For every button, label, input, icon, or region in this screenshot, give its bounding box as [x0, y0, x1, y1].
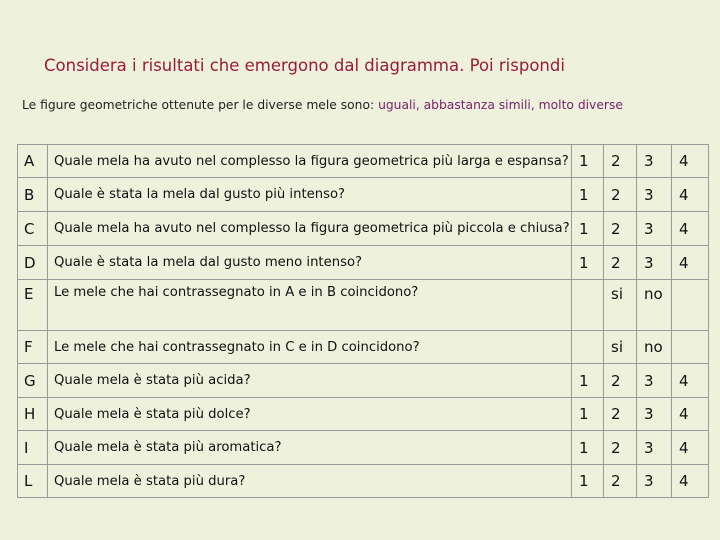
row-letter: C	[18, 212, 48, 246]
subtitle	[22, 98, 623, 112]
choice-option[interactable]: 2	[604, 178, 637, 212]
table-row	[18, 364, 709, 398]
choice-option[interactable]: 3	[637, 178, 672, 212]
choice-option[interactable]: 3	[637, 431, 672, 465]
table-row	[18, 398, 709, 431]
page-title: Considera i risultati che emergono dal diagramma. Poi rispondi	[44, 56, 565, 75]
table-row	[18, 280, 709, 331]
row-letter: H	[18, 398, 48, 431]
choice-option[interactable]: 4	[672, 431, 709, 465]
question-text: Quale mela è stata più aromatica?	[48, 431, 572, 465]
choice-option[interactable]: 2	[604, 212, 637, 246]
choice-option[interactable]: 3	[637, 212, 672, 246]
choice-option[interactable]: 4	[672, 178, 709, 212]
question-text: Quale mela ha avuto nel complesso la figura geometrica più larga e espansa?	[48, 145, 572, 178]
choice-no[interactable]: no	[637, 331, 672, 364]
choice-option[interactable]: 3	[637, 145, 672, 178]
choice-si[interactable]: si	[604, 280, 637, 331]
choice-option[interactable]: 4	[672, 465, 709, 498]
empty-cell	[672, 280, 709, 331]
question-text: Quale è stata la mela dal gusto più intenso?	[48, 178, 572, 212]
choice-option[interactable]: 4	[672, 246, 709, 280]
row-letter: B	[18, 178, 48, 212]
choice-option[interactable]: 1	[572, 364, 604, 398]
questions-table	[17, 144, 709, 498]
choice-option[interactable]: 4	[672, 364, 709, 398]
row-letter: I	[18, 431, 48, 465]
choice-option[interactable]: 4	[672, 398, 709, 431]
choice-option[interactable]: 3	[637, 364, 672, 398]
choice-option[interactable]: 2	[604, 465, 637, 498]
table-row	[18, 145, 709, 178]
empty-cell	[572, 280, 604, 331]
question-text: Quale mela è stata più dolce?	[48, 398, 572, 431]
choice-option[interactable]: 2	[604, 398, 637, 431]
choice-option[interactable]: 3	[637, 465, 672, 498]
question-text: Quale mela è stata più acida?	[48, 364, 572, 398]
subtitle-prefix: Le figure geometriche ottenute per le diverse mele sono	[22, 98, 370, 112]
row-letter: G	[18, 364, 48, 398]
empty-cell	[572, 331, 604, 364]
question-text: Le mele che hai contrassegnato in A e in B coincidono?	[48, 280, 572, 331]
choice-option[interactable]: 2	[604, 145, 637, 178]
table-row	[18, 246, 709, 280]
row-letter: F	[18, 331, 48, 364]
choice-option[interactable]: 3	[637, 246, 672, 280]
choice-option[interactable]: 4	[672, 212, 709, 246]
choice-option[interactable]: 1	[572, 465, 604, 498]
table-row	[18, 178, 709, 212]
choice-option[interactable]: 2	[604, 431, 637, 465]
subtitle-separator: :	[370, 98, 379, 112]
choice-option[interactable]: 2	[604, 364, 637, 398]
table-row	[18, 465, 709, 498]
question-text: Quale mela è stata più dura?	[48, 465, 572, 498]
choice-option[interactable]: 4	[672, 145, 709, 178]
choice-si[interactable]: si	[604, 331, 637, 364]
question-text: Quale mela ha avuto nel complesso la figura geometrica più piccola e chiusa?	[48, 212, 572, 246]
choice-option[interactable]: 1	[572, 178, 604, 212]
row-letter: A	[18, 145, 48, 178]
table-row	[18, 212, 709, 246]
choice-no[interactable]: no	[637, 280, 672, 331]
choice-option[interactable]: 1	[572, 246, 604, 280]
choice-option[interactable]: 1	[572, 398, 604, 431]
table-row	[18, 431, 709, 465]
empty-cell	[672, 331, 709, 364]
choice-option[interactable]: 3	[637, 398, 672, 431]
choice-option[interactable]: 1	[572, 431, 604, 465]
choice-option[interactable]: 1	[572, 145, 604, 178]
question-text: Quale è stata la mela dal gusto meno intenso?	[48, 246, 572, 280]
table-row	[18, 331, 709, 364]
choice-option[interactable]: 1	[572, 212, 604, 246]
question-text: Le mele che hai contrassegnato in C e in D coincidono?	[48, 331, 572, 364]
row-letter: L	[18, 465, 48, 498]
subtitle-options: uguali, abbastanza simili, molto diverse	[378, 98, 623, 112]
row-letter: D	[18, 246, 48, 280]
row-letter: E	[18, 280, 48, 331]
choice-option[interactable]: 2	[604, 246, 637, 280]
